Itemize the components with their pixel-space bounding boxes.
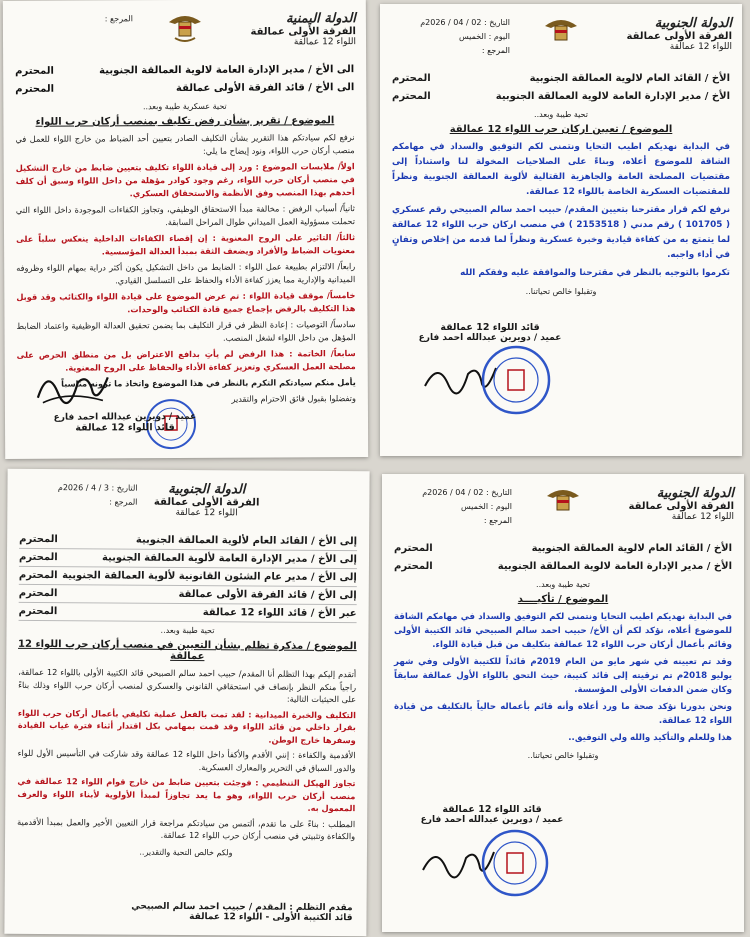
subject-text: الموضوع / مذكرة تظلم بشأن التعيين في منصب أركان حرب اللواء 12 عمالقة [18, 638, 357, 663]
paragraph: وقد تم تعيينه في شهر مايو من العام 2019م قائداً للكتيبة الأولى وفي شهر يوليو 2018م تم ترقيته إلى قائد كتيبة، حيث التحق باللواء الأول عمالقة سابقاً وكان ضمن الدفعات الأولى المؤسسة. [394, 657, 732, 695]
addressee-title: المحترم [15, 65, 54, 77]
document-appointment-proposal [380, 4, 742, 456]
ref-label: المرجع : [483, 516, 512, 525]
paragraph: نرفع لكم سيادتكم هذا التقرير بشأن التكليف الصادر بتعيين أحد الضباط من خارج اللواء للعمل في منصب أركان حرب اللواء، ونود إيضاح ما يلي: [15, 132, 355, 156]
addressee-name: الأخ / القائد العام لالوية العمالقة الجنوبية [531, 543, 732, 554]
eagle-emblem-icon [541, 12, 581, 52]
addressee-name: إلى الأخ / مدير عام الشئون القانونية لألوية العمالقة الجنوبية [62, 570, 357, 584]
document-rejection-report [3, 0, 368, 459]
addressee-title: المحترم [18, 551, 58, 564]
paragraph: في البداية نهديكم اطيب التحايا ونتمنى لكم التوفيق والسداد في مهامكم الشاقة للموضوع أعلاه، نؤكد لكم أن الأخ/ حبيب احمد سالم الصبيحي قائد الكتيبة الأولى وقائم بأعمال أركان حرب اللواء 12 عمالقة بتكليف من قبل قيادة اللواء. [394, 612, 732, 650]
signer-rank: عميد / دويرين عبدالله احمد فارع [420, 815, 564, 825]
greeting: تحية طيبة وبعد.. [536, 580, 590, 589]
addressee-row [19, 567, 357, 587]
date-label: التاريخ : 02 / 04 / 2026م [420, 18, 510, 27]
letterhead-left [13, 12, 133, 27]
addressee-title: المحترم [394, 561, 433, 572]
date-label: التاريخ : 02 / 04 / 2026م [422, 488, 512, 497]
addressee-name: الأخ / مدير الإدارة العامة لالوية العمالقة الجنوبية [495, 91, 730, 102]
letterhead [3, 0, 366, 63]
addressee-title: المحترم [18, 587, 58, 600]
greeting: تحية طيبة وبعد.. [160, 625, 215, 636]
addressee-name: الى الأخ / مدير الإدارة العامة لالوية العمالقة الجنوبية [99, 64, 355, 77]
paragraph: نرفع لكم قرار مقترحنا بتعيين المقدم/ حبيب احمد سالم الصبيحي رقم عسكري ( 101705 ) رقم مدني ( 2153518 ) في منصب اركان حرب اللواء 12 عمالقة لما يتمتع به من كفاءة قيادية وخبرة عسكرية ونظراً لما قدمه من إخلاص وتفانٍ في أداء واجبه. [392, 205, 730, 260]
handwritten-signature-icon [33, 362, 113, 412]
letterhead-left [390, 16, 510, 58]
addressee-name: الأخ / مدير الإدارة العامة لالوية العمالقة الجنوبية [497, 561, 732, 572]
letter-body [5, 666, 368, 843]
day-label: اليوم : الخميس [458, 32, 510, 41]
respect-line: وتقبلوا خالص تحياتنا.. [527, 751, 599, 760]
addressee-title: المحترم [18, 569, 58, 582]
addressee-name: إلى الأخ / مدير الإدارة العامة لألوية العمالقة الجنوبية [101, 552, 358, 566]
signature-block [412, 804, 572, 825]
ref-label: المرجع : [104, 14, 133, 24]
addressee-title: المحترم [394, 543, 433, 554]
state-calligraphy: الدولة الجنوبية [168, 481, 246, 498]
addressee-title: المحترم [392, 73, 431, 84]
addressee-name: عبر الأخ / قائد اللواء 12 عمالقة [202, 607, 357, 620]
addressee-title: المحترم [15, 83, 55, 95]
addressee-block [382, 540, 744, 576]
addressee-name: إلى الأخ / قائد الفرقة الأولى عمالقة [178, 588, 357, 602]
addressee-row [19, 585, 357, 605]
addressee-row [394, 558, 732, 576]
subject-text: الموضوع / تأكيــــد [517, 594, 609, 605]
official-stamp-icon [480, 828, 550, 898]
addressee-name: الأخ / القائد العام لالوية العمالقة الجنوبية [529, 73, 730, 84]
eagle-emblem-icon [164, 8, 204, 48]
signer-rank: عميد / دويرين عبدالله احمد فارع [53, 411, 197, 423]
addressee-title: المحترم [392, 91, 431, 102]
subject-text: الموضوع / تعيين اركان حرب اللواء 12 عمالقة [449, 124, 673, 135]
unit-sub: اللواء 12 عمالقة [293, 37, 357, 48]
letterhead-center [154, 482, 260, 519]
paragraph: الأقدمية والكفاءة : إنني الأقدم والأكفأ داخل اللواء 12 عمالقة وقد شاركت في التأسيس الأول للواء والدور السباق في التحرير والمعارك العسكرية. [17, 747, 356, 773]
state-calligraphy: الدولة الجنوبية [656, 486, 734, 501]
paragraph: خامساً/ موقف قيادة اللواء : تم عرض الموضوع على قيادة اللواء والكتائب وقد قوبل هذا التكليف بالرفض بإجماع جميع قادة الكتائب والوحدات. [16, 290, 356, 315]
official-stamp-icon [480, 344, 552, 416]
day-label: اليوم : الخميس [460, 502, 512, 511]
paragraph: ثانياً/ أسباب الرفض : مخالفة مبدأ الاستحقاق الوظيفي، وتجاوز الكفاءات الموجودة داخل اللواء التي تحملت مسؤولية العمل الميداني طوال المراحل السابقة. [15, 203, 355, 228]
paragraph: التكليف والخبرة الميدانية : لقد تمت بالفعل عملية تكليفي بأعمال أركان حرب اللواء بقرار داخلي من قائد اللواء وقد قمت بمهامي بكل اقتدار أثناء فترة غياب القيادة وسفرها خارج الوطن. [17, 707, 356, 745]
addressee-block [7, 531, 370, 624]
submitter-name: مقدم التظلم : المقدم / حبيب احمد سالم الصبيحي [131, 901, 353, 914]
state-calligraphy: الدولة الجنوبية [654, 16, 732, 31]
addressee-row [394, 540, 732, 558]
addressee-row [392, 70, 730, 88]
letterhead [7, 469, 369, 534]
respect-line: وتقبلوا خالص تحياتنا.. [525, 287, 597, 296]
addressee-title: المحترم [19, 533, 58, 546]
letterhead-right [627, 16, 732, 52]
addressee-block [380, 70, 742, 106]
paragraph: في البداية نهديكم اطيب التحايا ونتمنى لكم التوفيق والسداد في مهامكم الشاقة للموضوع أعلاه، وبناءً على الصلاحيات المخولة لنا واستناداً إلى مقتضيات المصلحة العامة والجاهزية القتالية لألوية العمالقة الجنوبية ونظراً للمقتضيات العسكرية الخاصة باللواء 12 عمالقة. [392, 142, 730, 197]
addressee-row [19, 549, 357, 569]
unit-name: الفرقة الأولى عمالقة [250, 26, 356, 38]
date-label: التاريخ : 3 / 4 / 2026م [57, 483, 138, 493]
respect-line: وتفضلوا بقبول فائق الاحترام والتقدير [231, 393, 356, 404]
greeting: تحية عسكرية طيبة وبعد.. [142, 101, 227, 112]
addressee-row [392, 88, 730, 106]
signer-title: قائد اللواء 12 عمالقة [442, 804, 542, 815]
signature-block [410, 322, 570, 343]
subject-line [390, 594, 736, 605]
respect-line: ولكم خالص التحية والتقدير.. [139, 847, 233, 857]
addressee-block [3, 61, 366, 99]
subject-text: الموضوع / تقرير بشأن رفض تكليف بمنصب أركان حرب اللواء [35, 115, 335, 128]
signer-title: قائد اللواء 12 عمالقة [440, 322, 540, 333]
closing-line: يأمل منكم سيادتكم التكرم بالنظر في هذا الموضوع واتخاذ ما ترونه مناسباً [61, 377, 356, 389]
subject-line [388, 124, 734, 135]
greeting: تحية طيبة وبعد.. [534, 110, 588, 119]
unit-name: الفرقة الأولى عمالقة [626, 31, 732, 42]
letterhead-left [392, 486, 512, 528]
letterhead-right [250, 11, 356, 48]
document-confirmation [382, 474, 744, 932]
letter-body [380, 140, 742, 281]
unit-sub: اللواء 12 عمالقة [175, 507, 238, 519]
paragraph: سادساً/ التوصيات : إعادة النظر في قرار التكليف بما يضمن تحقيق العدالة الوظيفية واعتماد الضابط المؤهل من داخل اللواء لشغل المنصب. [16, 319, 356, 343]
letterhead [382, 474, 744, 536]
paragraph: سابعاً/ الخاتمة : هذا الرفض لم يأتِ بدافع الاعتراض بل من منطلق الحرص على مصلحة العمل العسكري وتعزيز كفاءة الأداء والحفاظ على الروح المعنوية. [16, 348, 356, 373]
state-calligraphy: الدولة اليمنية [285, 11, 356, 27]
paragraph: اولاً/ ملابسات الموضوع : ورد إلى قيادة اللواء تكليف بتعيين ضابط من خارج التشكيل في منصب أركان حرب اللواء، رغم وجود كوادر مؤهلة من داخل اللواء وسبق أن كلف أحدهم بهذا المنصب وفق الأنظمة والاستحقاق العسكري. [15, 161, 355, 199]
closing-line: هذا وللعلم والتأكيد والله ولي التوفيق.. [568, 733, 732, 743]
addressee-name: الى الأخ / قائد الفرقة الأولى عمالقة [175, 82, 355, 95]
addressee-row [15, 79, 354, 99]
letterhead [380, 4, 742, 66]
addressee-title: المحترم [18, 605, 58, 618]
letter-body [382, 610, 744, 745]
ref-label: المرجع : [109, 497, 138, 507]
unit-name: الفرقة الأولى عمالقة [628, 501, 734, 512]
document-grievance-memo [4, 469, 369, 937]
signature-block [35, 412, 215, 434]
ref-label: المرجع : [481, 46, 510, 55]
signer-title: قائد اللواء 12 عمالقة [75, 422, 175, 434]
paragraph: تكرموا بالتوجيه بالنظر في مقترحنا والموافقة عليه وفقكم الله [460, 268, 730, 278]
paragraph: رابعاً/ الالتزام بطبيعة عمل اللواء : الضابط من داخل التشكيل يكون أكثر دراية بمهام اللواء وظروفه الميدانية والإدارية مما يعزز كفاءة الأداء والحفاظ على التسلسل القيادي. [16, 261, 356, 286]
submitter-block [131, 902, 352, 924]
paragraph: أتقدم إليكم بهذا التظلم أنا المقدم/ حبيب احمد سالم الصبيحي قائد الكتيبة الأولى باللواء 12 عمالقة، راجياً منكم النظر بإنصاف في استحقاقي القانوني والعسكري لمنصب أركان حرب اللواء وذلك بناءً على الحيثيات التالية: [18, 666, 357, 705]
paragraph: ثالثاً/ التاثير على الروح المعنوية : إن إقصاء الكفاءات الداخلية ينعكس سلباً على معنويات الضباط والأفراد ويضعف الثقة بمبدأ العدالة المؤسسية. [16, 232, 356, 257]
addressee-row [19, 531, 357, 551]
paragraph: ونحن بدورنا نؤكد صحة ما ورد أعلاه وأنه قائم بأعماله حالياً بالتكليف من قيادة اللواء 12 عمالقة. [394, 702, 732, 726]
signer-rank: عميد / دويرين عبدالله احمد فارع [418, 333, 562, 343]
subject-line [14, 639, 360, 663]
addressee-row [15, 61, 354, 81]
paragraph: المطلب : بناءً على ما تقدم، ألتمس من سيادتكم مراجعة قرار التعيين الأخير والعمل بمبدأ الأقدمية والكفاءة وتثبيتي في منصب أركان حرب اللواء 12 عمالقة. [17, 816, 356, 842]
paragraph: تجاوز الهيكل التنظيمي : فوجئت بتعيين ضابط من خارج قوام اللواء 12 عمالقة في منصب أركان حرب اللواء، وهو ما يعد تجاوزاً لمبدأ الأولوية لأبناء اللواء والعرف المعمول به. [17, 775, 356, 814]
addressee-name: إلى الأخ / القائد العام لألوية العمالقة الجنوبية [135, 534, 358, 548]
unit-sub: اللواء 12 عمالقة [671, 512, 734, 522]
subject-line [11, 115, 358, 128]
addressee-row [19, 603, 357, 623]
unit-name: الفرقة الأولى عمالقة [153, 496, 260, 509]
submitter-role: قائد الكتيبة الأولى - اللواء 12 عمالقة [189, 912, 353, 924]
unit-sub: اللواء 12 عمالقة [669, 42, 732, 52]
eagle-emblem-icon [543, 482, 583, 522]
letterhead-right [629, 486, 734, 522]
letterhead-left [17, 481, 137, 510]
